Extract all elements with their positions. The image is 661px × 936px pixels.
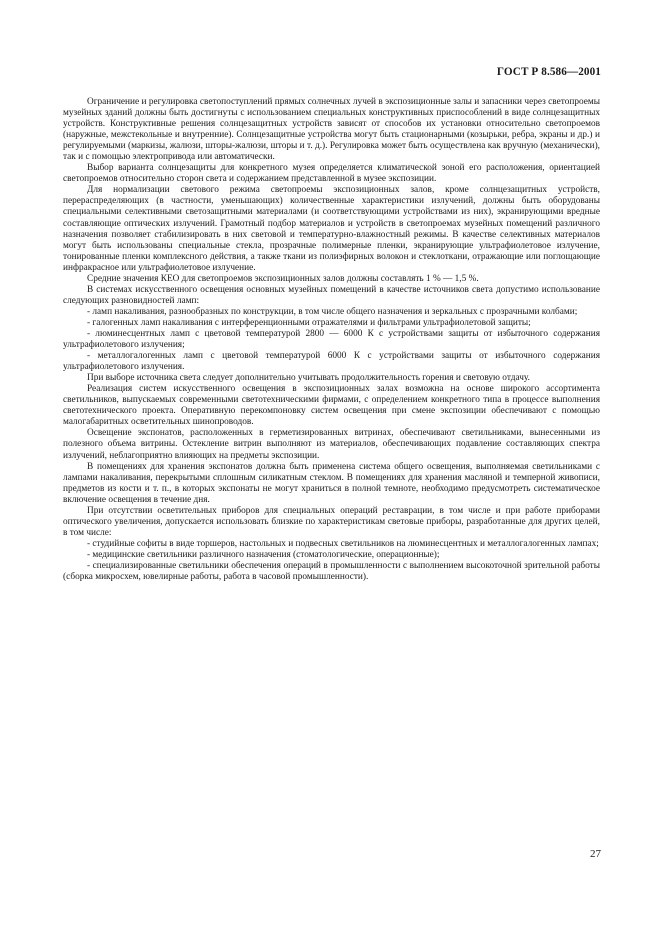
- list-item-studio-lights: - студийные софиты в виде торшеров, настольных и подвесных светильников на люминесцентных и металлогалогенных лампах;: [87, 538, 599, 549]
- list-item-industrial-lights: - специализированные светильники обеспечения операций в промышленности с выполнением высокоточной зрительной работы (сборка микросхем, ювелирные работы, работа в часовой промышленности).: [63, 560, 600, 583]
- list-item-medical-lights: - медицинские светильники различного назначения (стоматологические, операционные);: [87, 549, 440, 560]
- list-item-metal-halide: - металлогалогенных ламп с цветовой температурой 6000 К с устройствами защиты от избыточного содержания ультрафиолетового излучения.: [63, 351, 600, 373]
- paragraph-keo-values: Средние значения КЕО для светопроемов экспозиционных залов должны составлять 1 % — 1,5 %.: [87, 273, 479, 284]
- paragraph-artificial-lighting: Реализация систем искусственного освещения в экспозиционных залах возможна на основе широкого ассортимента светильников, выпускаемых современными светотехническими фирмами, с определением конкретного типа в процессе выполнения светотехнического проекта. Оперативную перекомпоновку систем освещения при смене экспозиции обеспечивают с помощью малогабаритных осветительных шинопроводов.: [63, 384, 600, 428]
- list-item-fluorescent: - люминесцентных ламп с цветовой температурой 2800 — 6000 К с устройствами защиты от избыточного содержания ультрафиолетового излучения;: [63, 328, 600, 351]
- paragraph-sun-protection-choice: Выбор варианта солнцезащиты для конкретного музея определяется климатической зоной его расположения, ориентацией светопроемов относительно сторон света и содержанием представленной в музее экспозиции.: [63, 163, 600, 185]
- paragraph-storage-lighting: В помещениях для хранения экспонатов должна быть применена система общего освещения, выполняемая светильниками с лампами накаливания, перекрытыми сплошным силикатным стеклом. В помещениях для хранения масляной и темперной живописи, предметов из кости и т. п., в которых экспонаты не могут храниться в полной темноте, необходимо предусмотреть систематическое включение освещения в течение дня.: [63, 461, 600, 505]
- paragraph-selective-materials: Для нормализации светового режима светопроемы экспозиционных залов, кроме солнцезащитных устройств, перераспределяющих (в частности, уменьшающих) количественные характеристики излучений, должны быть оборудованы специальными селективными светозащитными материалами (и соответствующими устройствами из них), экранирующими вредные составляющие оптических излучений. Грамотный подбор материалов и устройств в светопроемах музейных помещений различного назначения позволяет стабилизировать в них световой и температурно-влажностный режимы. В качестве селективных материалов могут быть использованы специальные стекла, прозрачные полимерные пленки, экранирующие ультрафиолетовое излучение, тонированные пленки комплексного действия, а также ткани из полиэфирных волокон и стеклоткани, отражающие или поглощающие инфракрасное или ультрафиолетовое излучение.: [63, 185, 600, 273]
- paragraph-restoration-lighting: При отсутствии осветительных приборов для специальных операций реставрации, в том числе и при работе приборами оптического увеличения, допускается использовать близкие по характеристикам световые приборы, разработанные для других целей, в том числе:: [63, 505, 600, 538]
- paragraph-sun-protection: Ограничение и регулировка светопоступлений прямых солнечных лучей в экспозиционные залы и запасники через светопроемы музейных зданий должны быть достигнуты с использованием специальных конструктивных приспособлений в виде солнцезащитных устройств. Конструктивные решения солнцезащитных устройств зависят от способов их установки относительно светопроемов (наружные, межстекольные и внутренние). Солнцезащитные устройства могут быть стационарными (козырьки, ребра, экраны и др.) и регулируемыми (маркизы, жалюзи, шторы-жалюзи, шторы и т. д.). Регулировка может быть осуществлена как вручную (механически), так и с помощью электропривода или автоматически.: [63, 97, 600, 163]
- list-item-halogen: - галогенных ламп накаливания с интерференционными отражателями и фильтрами ультрафиолетовой защиты;: [87, 317, 531, 328]
- list-item-incandescent: - ламп накаливания, разнообразных по конструкции, в том числе общего назначения и зеркальных с прозрачными колбами;: [87, 306, 578, 317]
- paragraph-lamp-types-intro: В системах искусственного освещения основных музейных помещений в качестве источников света допустимо использование следующих разновидностей ламп:: [63, 284, 600, 306]
- page-number: 27: [590, 848, 601, 860]
- body-text: [63, 97, 600, 583]
- paragraph-light-source-choice: При выборе источника света следует дополнительно учитывать продолжительность горения и световую отдачу.: [87, 373, 530, 384]
- paragraph-showcase-lighting: Освещение экспонатов, расположенных в герметизированных витринах, обеспечивают светильниками, вынесенными из полезного объема витрины. Остекление витрин выполняют из материалов, обеспечивающих подавление составляющих спектра излучений, неблагоприятно влияющих на предметы экспозиции.: [63, 428, 600, 461]
- standard-designation: ГОСТ Р 8.586—2001: [496, 66, 601, 78]
